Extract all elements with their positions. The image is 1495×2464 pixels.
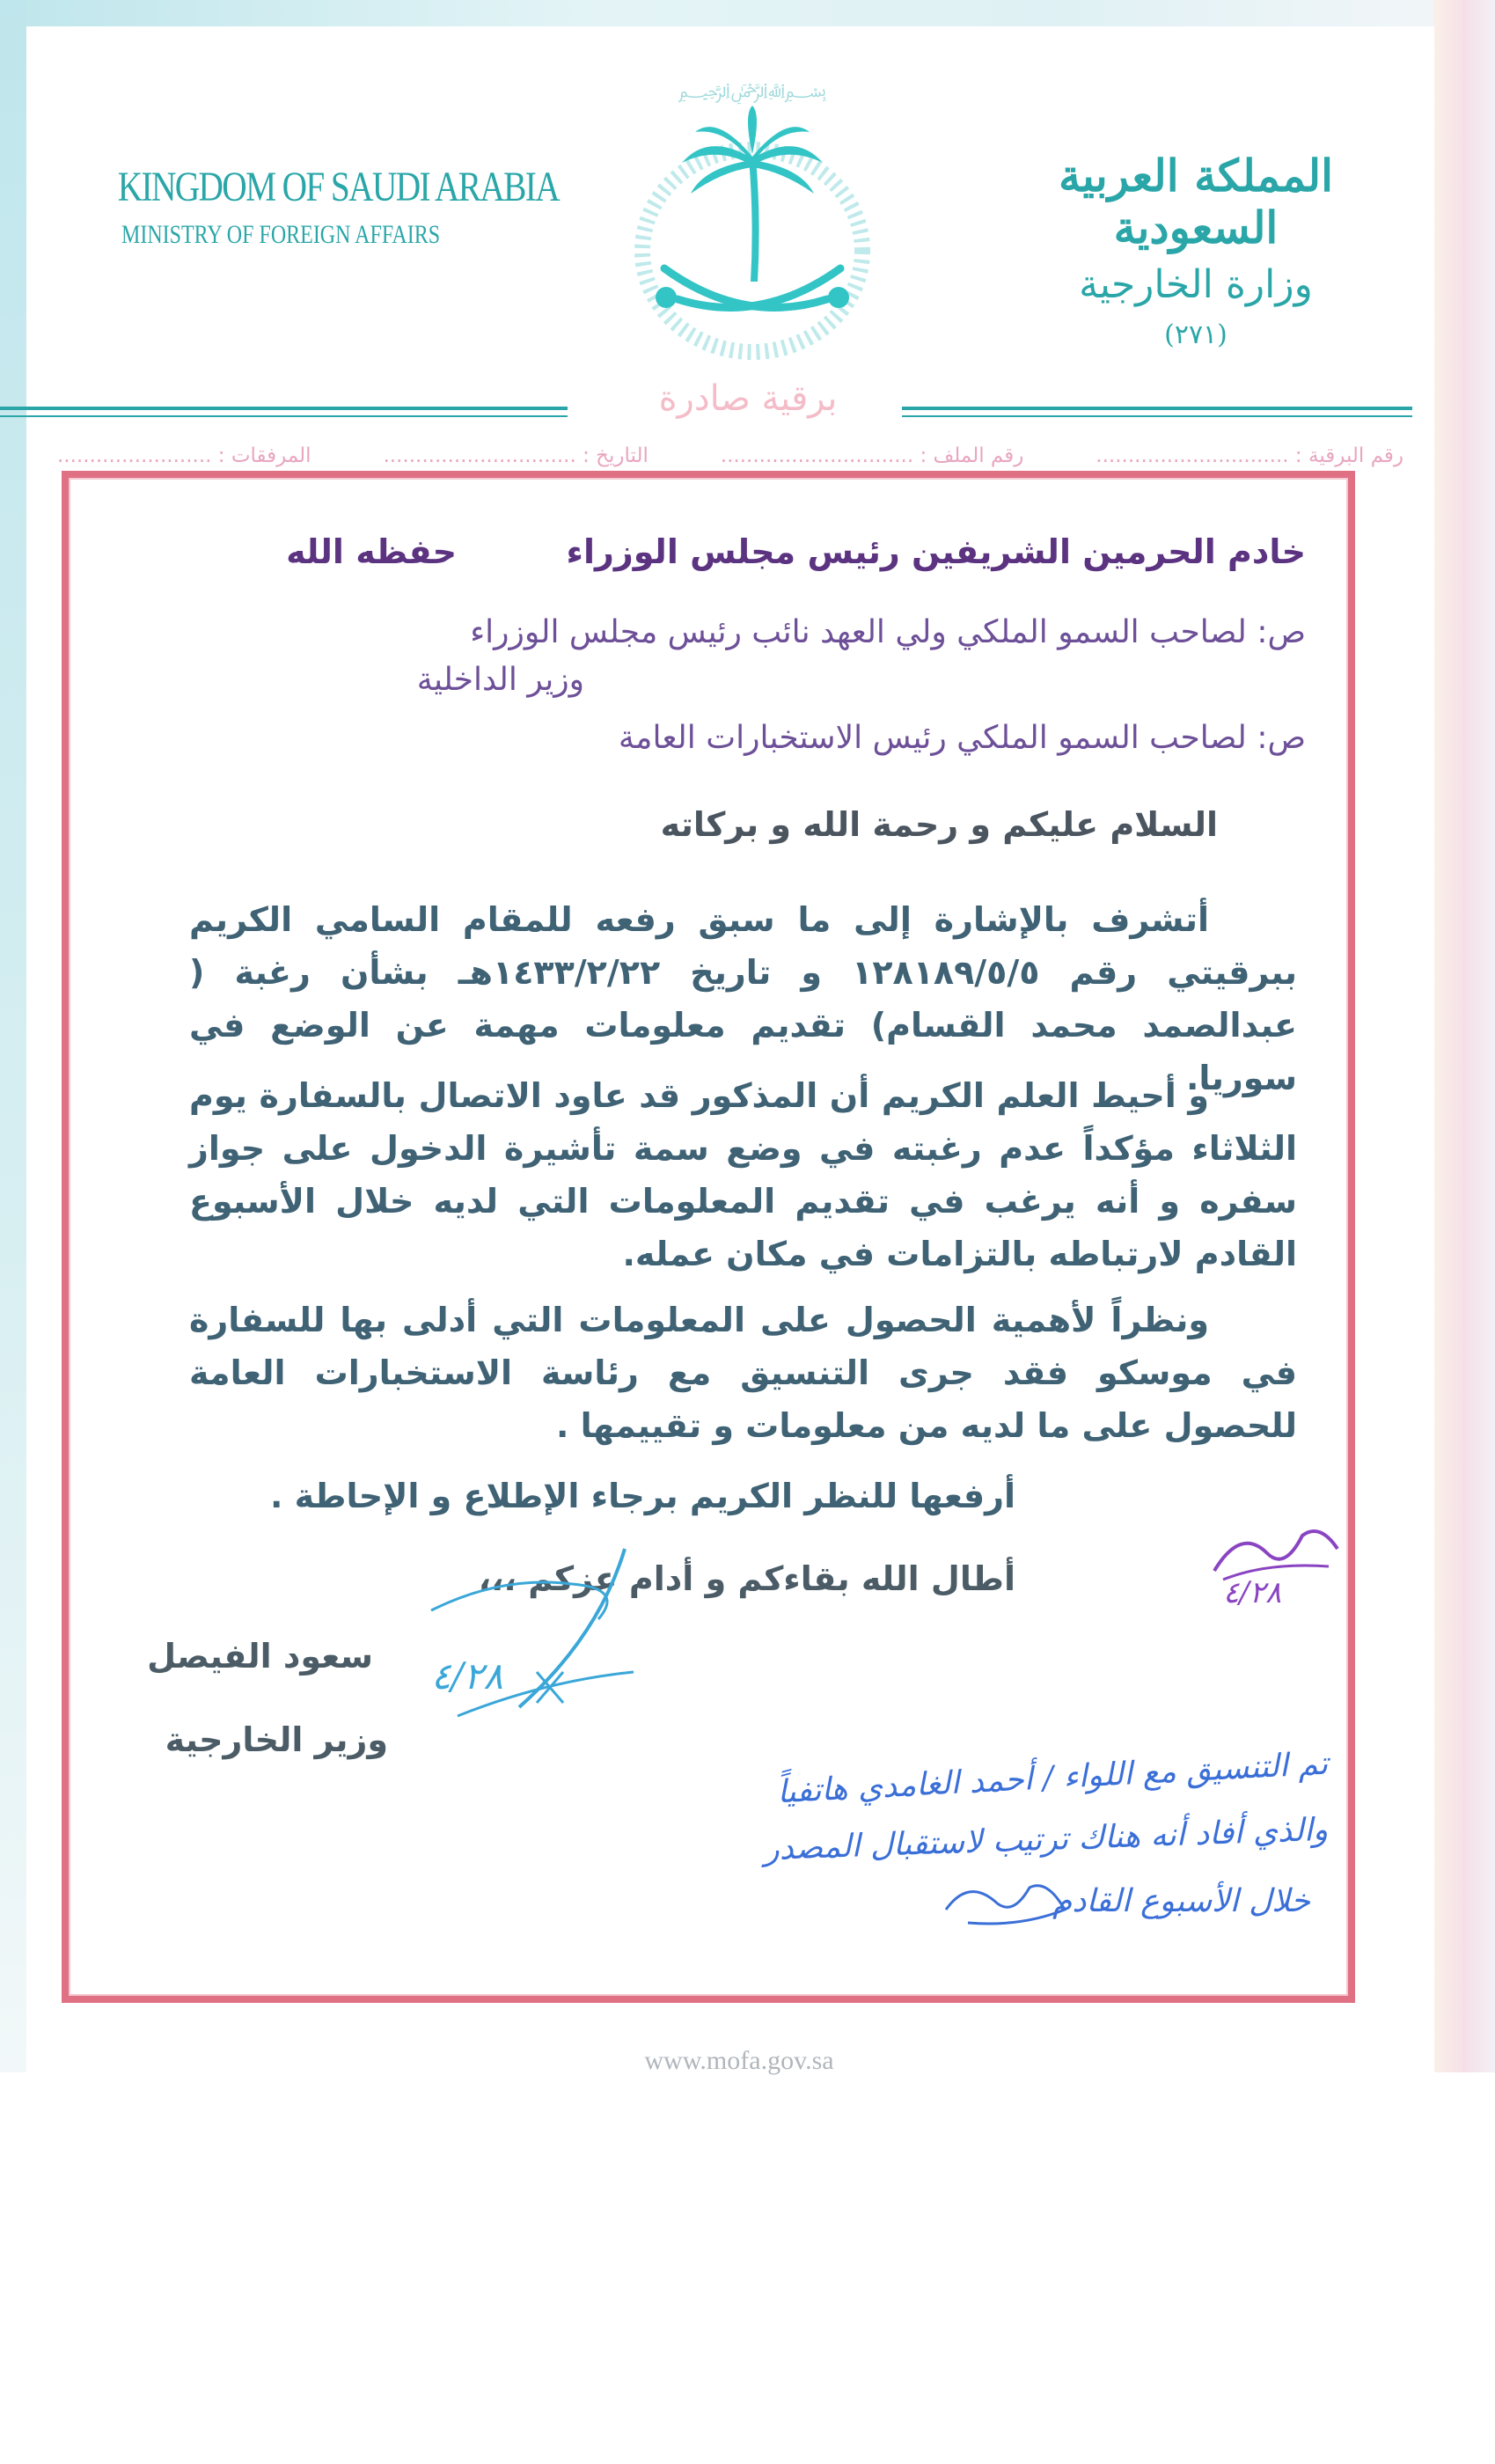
document-type-label: برقية صادرة <box>658 378 838 419</box>
header-rule-left-thin <box>0 415 568 417</box>
signature-scribble-icon <box>422 1540 651 1734</box>
file-number-field: رقم الملف : .............................. <box>720 444 1024 467</box>
ministry-website: www.mofa.gov.sa <box>644 2046 834 2075</box>
addressee-honorific: حفظه الله <box>286 532 457 571</box>
scan-edge-right <box>1433 0 1495 2072</box>
header-rule-left <box>0 407 568 410</box>
note-signature-icon <box>942 1874 1074 1936</box>
kingdom-name-ar: المملكة العربية السعودية <box>1059 150 1333 253</box>
handwritten-note-line-2: والذي أفاد أنه هناك ترتيب لاستقبال المصدر <box>763 1811 1329 1868</box>
handwritten-date-right: ٤/٢٨ <box>1223 1575 1282 1610</box>
cc-crown-prince: ص: لصاحب السمو الملكي ولي العهد نائب رئيس مجلس الوزراء <box>470 614 1306 650</box>
body-paragraph-1: أتشرف بالإشارة إلى ما سبق رفعه للمقام السامي الكريم ببرقيتي رقم ١٢٨١٨٩/٥/٥ و تاريخ ١٤٣٣/٢/٢٢هـ بشأن رغبة ( عبدالصمد محمد القسام) تقديم معلومات مهمة عن الوضع في سوريا. <box>189 900 1297 1097</box>
svg-text:﷽: ﷽ <box>678 80 827 102</box>
signatory-name: سعود الفيصل <box>147 1637 373 1676</box>
body-paragraph-4: أرفعها للنظر الكريم برجاء الإطلاع و الإحاطة . <box>269 1477 1015 1515</box>
ministry-name-en: MINISTRY OF FOREIGN AFFAIRS <box>121 220 441 249</box>
header-rule-right <box>902 407 1412 410</box>
header-rule-right-thin <box>902 415 1412 417</box>
body-paragraph-2: و أحيط العلم الكريم أن المذكور قد عاود الاتصال بالسفارة يوم الثلاثاء مؤكداً عدم رغبته في وضع سمة تأشيرة الدخول على جواز سفره و أنه يرغب في تقديم المعلومات التي لديه خلال الأسبوع القادم لارتباطه بالتزامات في مكان عمله. <box>189 1076 1297 1273</box>
cc-intelligence-chief: ص: لصاحب السمو الملكي رئيس الاستخبارات العامة <box>618 720 1306 756</box>
handwritten-note-line-1: تم التنسيق مع اللواء / أحمد الغامدي هاتفياً <box>775 1745 1329 1811</box>
addressee-main: خادم الحرمين الشريفين رئيس مجلس الوزراء <box>566 532 1306 571</box>
scan-edge-left <box>0 0 26 2072</box>
ministry-name-ar: وزارة الخارجية <box>1079 262 1313 307</box>
signatory-title: وزير الخارجية <box>165 1720 388 1759</box>
handwritten-note-line-3: خلال الأسبوع القادم <box>1052 1883 1310 1919</box>
greeting: السلام عليكم و رحمة الله و بركاته <box>660 805 1218 844</box>
saudi-emblem-icon <box>612 62 893 378</box>
handwritten-date-mid: ٤/٢٨ <box>431 1654 503 1698</box>
arabic-header <box>1011 150 1381 350</box>
attachments-field: المرفقات : ........................ <box>57 444 311 467</box>
reference-number: (٢٧١) <box>1164 319 1228 350</box>
metadata-fields <box>57 444 1403 467</box>
scan-edge-top <box>0 0 1495 26</box>
telegram-number-field: رقم البرقية : .............................. <box>1096 444 1403 467</box>
closing-salutation: أطال الله بقاءكم و أدام عزكم ،،، <box>478 1559 1015 1598</box>
kingdom-name-en: KINGDOM OF SAUDI ARABIA <box>117 164 560 210</box>
body-paragraph-3: ونظراً لأهمية الحصول على المعلومات التي أدلى بها للسفارة في موسكو فقد جرى التنسيق مع رئاسة الاستخبارات العامة للحصول على ما لديه من معلومات و تقييمها . <box>189 1301 1297 1445</box>
english-header <box>84 163 560 250</box>
date-field: التاريخ : .............................. <box>383 444 649 467</box>
cc-interior-minister: وزير الداخلية <box>416 662 584 698</box>
